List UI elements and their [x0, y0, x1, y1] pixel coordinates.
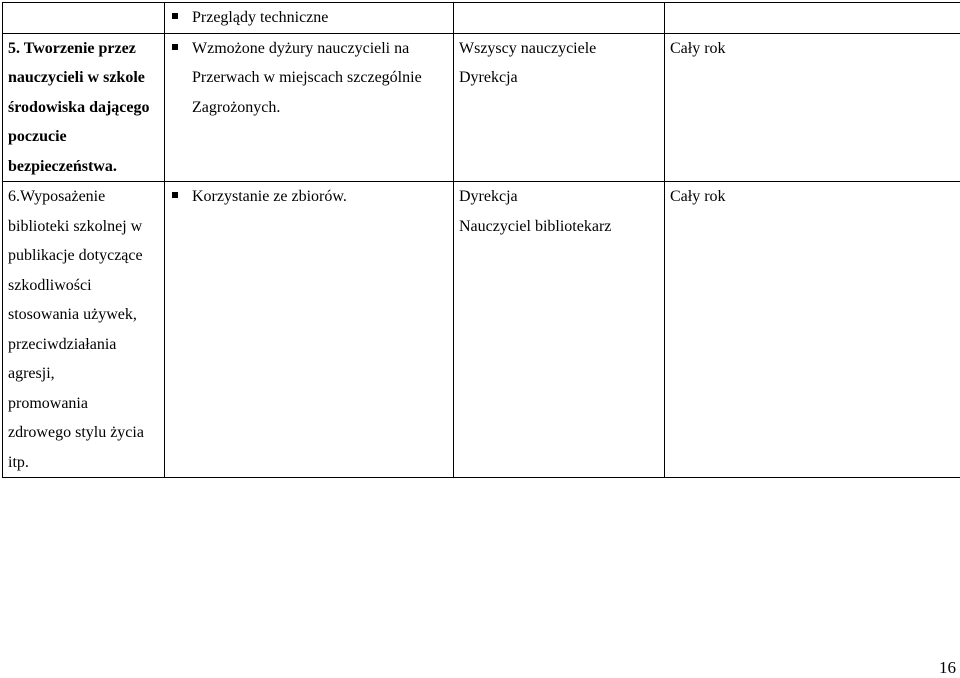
row0-actions-cell: [165, 3, 454, 34]
task-line: publikacje dotyczące: [8, 247, 143, 264]
row0-term-cell: [665, 3, 960, 34]
responsible-line: Dyrekcja: [459, 69, 518, 86]
task-line: poczucie: [8, 128, 67, 145]
task-line: biblioteki szkolnej w: [8, 217, 143, 235]
responsible-line: Wszyscy nauczyciele: [459, 39, 597, 57]
term-line: Cały rok: [670, 188, 726, 205]
row2-responsible-cell: [454, 182, 665, 478]
row0-task-cell: [3, 3, 165, 34]
table-row: [3, 182, 960, 478]
task-line: itp.: [8, 453, 29, 471]
row2-actions-cell: [165, 182, 454, 478]
bullet-item: [170, 182, 453, 212]
task-line: 6.Wyposażenie: [8, 188, 106, 205]
row1-actions-cell: [165, 33, 454, 182]
square-bullet-icon: [172, 13, 178, 19]
bullet-continuation: Przerwach w miejscach szczególnie: [192, 69, 422, 86]
bullet-item: [170, 34, 453, 64]
bullet-item: [170, 3, 453, 33]
task-line: zdrowego stylu życia: [8, 424, 144, 441]
task-line: nauczycieli w szkole: [8, 69, 145, 86]
row1-task-cell: [3, 33, 165, 182]
responsible-line: Nauczyciel bibliotekarz: [459, 217, 612, 235]
responsible-line: Dyrekcja: [459, 188, 518, 205]
task-line: bezpieczeństwa.: [8, 157, 117, 175]
task-line: agresji,: [8, 365, 55, 382]
task-line: środowiska dającego: [8, 98, 150, 116]
bullet-continuation: Zagrożonych.: [192, 98, 281, 116]
table-row: [3, 3, 960, 34]
term-line: Cały rok: [670, 39, 726, 57]
square-bullet-icon: [172, 44, 178, 50]
square-bullet-icon: [172, 192, 178, 198]
bullet-text: Korzystanie ze zbiorów.: [192, 188, 347, 205]
row2-term-cell: [665, 182, 960, 478]
page-number: 16: [939, 658, 956, 677]
row1-term-cell: [665, 33, 960, 182]
row1-responsible-cell: [454, 33, 665, 182]
bullet-text: Wzmożone dyżury nauczycieli na: [192, 39, 410, 57]
row0-responsible-cell: [454, 3, 665, 34]
task-line: przeciwdziałania: [8, 335, 117, 353]
table-row: [3, 33, 960, 182]
task-line: stosowania używek,: [8, 306, 137, 323]
bullet-text: Przeglądy techniczne: [192, 9, 329, 26]
task-line: 5. Tworzenie przez: [8, 39, 136, 57]
row2-task-cell: [3, 182, 165, 478]
task-line: promowania: [8, 394, 88, 412]
task-line: szkodliwości: [8, 276, 92, 294]
schedule-table: [2, 2, 960, 478]
